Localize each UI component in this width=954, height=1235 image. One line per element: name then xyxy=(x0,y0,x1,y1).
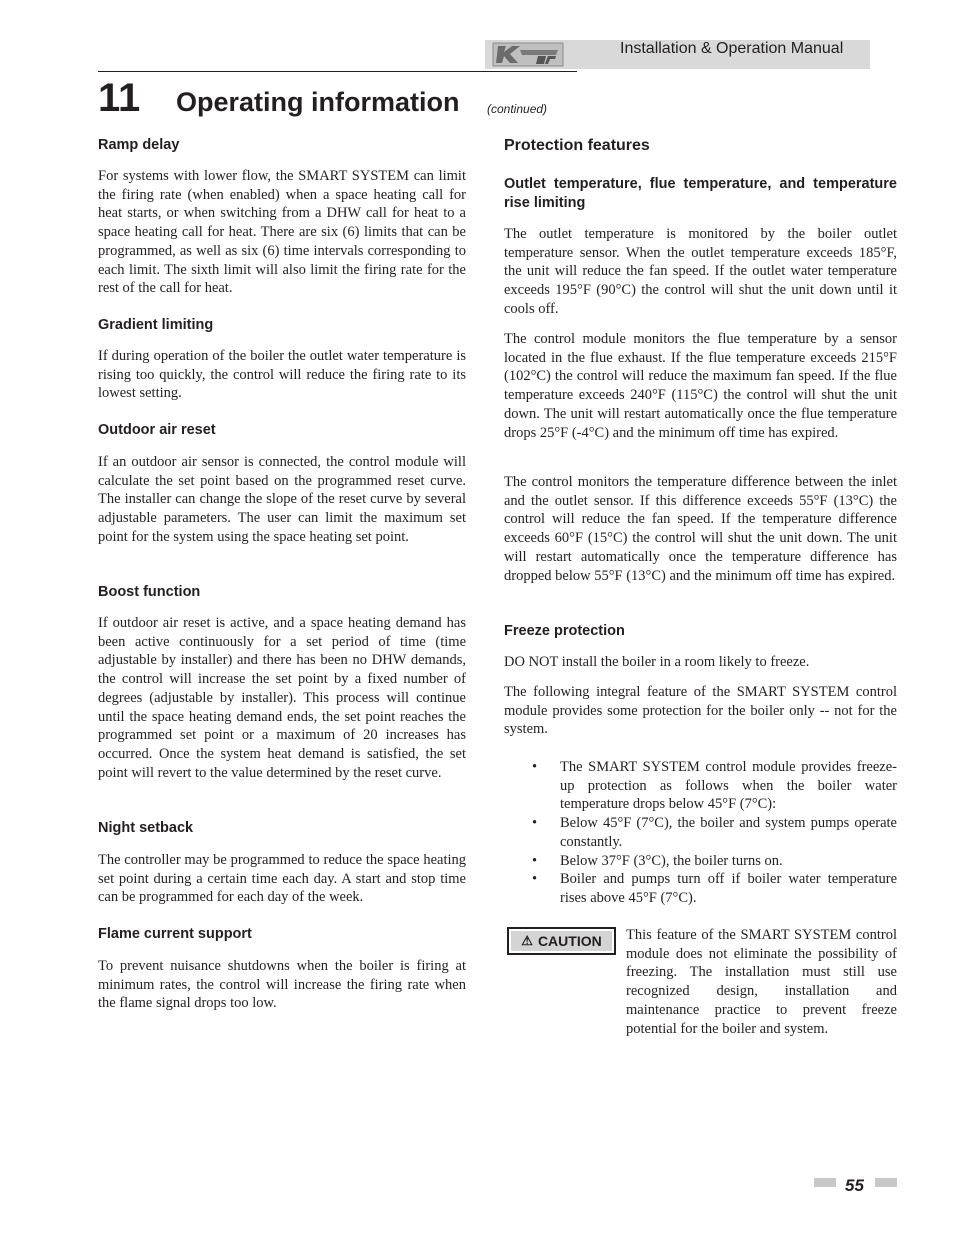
list-item: • Below 45°F (7°C), the boiler and system pumps operate constantly. xyxy=(532,815,897,850)
flame-current-text: To prevent nuisance shutdowns when the boiler is firing at minimum rates, the control will increase the firing rate when the flame signal drops too low. xyxy=(98,958,466,1012)
bullet-text: The SMART SYSTEM control module provides freeze-up protection as follows when the boiler water temperature drops below 45°F (7°C): xyxy=(560,759,897,813)
freeze-paragraph-1: DO NOT install the boiler in a room likely to freeze. xyxy=(504,654,810,670)
boost-function-heading: Boost function xyxy=(98,584,201,600)
night-setback-text: The controller may be programmed to reduce the space heating set point during a certain time each day. A start and stop time can be programmed for each day of the week. xyxy=(98,852,466,906)
manual-title: Installation & Operation Manual xyxy=(620,40,844,57)
ramp-delay-text: For systems with lower flow, the SMART SYSTEM can limit the firing rate (when enabled) when a space heating call for heat starts, or when switching from a DHW call for heat to a space heating call for heat. There are six (6) limits that can be programmed, as well as six (6) time intervals corresponding to each limit. The sixth limit will also limit the firing rate for the rest of the call for heat. xyxy=(98,168,466,297)
chapter-number: 11 xyxy=(98,76,141,120)
list-item: • Below 37°F (3°C), the boiler turns on. xyxy=(532,852,783,869)
footer-bar-right xyxy=(875,1178,897,1187)
flame-current-heading: Flame current support xyxy=(98,926,252,942)
gradient-limiting-heading: Gradient limiting xyxy=(98,317,214,333)
caution-label-box xyxy=(507,927,616,955)
outlet-paragraph-3: The control monitors the temperature difference between the inlet and the outlet sensor. If this difference exceeds 55°F (13°C) the control will reduce the fan speed. If the temperature difference exceeds 60°F (15°C) the control will shut the unit down. The unit will restart automatically once the temperature difference has dropped below 55°F (13°C) and the minimum off time has expired. xyxy=(504,474,897,584)
caution-text: This feature of the SMART SYSTEM control module does not eliminate the possibility of freezing. The installation must still use recognized design, installation and maintenance practice to prevent freeze potential for the boiler and system. xyxy=(626,927,897,1037)
outlet-paragraph-1: The outlet temperature is monitored by the boiler outlet temperature sensor. When the outlet temperature exceeds 185°F, the unit will reduce the fan speed. If the outlet water temperature exceeds 195°F (90°C) the control will shut the unit down until it cools off. xyxy=(504,226,897,317)
ramp-delay-heading: Ramp delay xyxy=(98,137,180,153)
chapter-title: Operating information xyxy=(176,87,460,117)
outlet-paragraph-2: The control module monitors the flue temperature by a sensor located in the flue exhaust. If the flue temperature exceeds 215°F (102°C) the control will reduce the maximum fan speed. If the flue temperature exceeds 240°F (115°C) the control will shut the unit down. The unit will restart automatically once the flue temperature drops 25°F (-4°C) and the minimum off time has expired. xyxy=(504,331,897,441)
bullet-text: Below 37°F (3°C), the boiler turns on. xyxy=(560,852,783,869)
freeze-paragraph-2: The following integral feature of the SMART SYSTEM control module provides some protection for the boiler only -- not for the system. xyxy=(504,684,897,738)
protection-features-heading: Protection features xyxy=(504,137,650,154)
footer-bar-left xyxy=(814,1178,836,1187)
warning-triangle-icon: ⚠ xyxy=(521,933,533,948)
chapter-continued: (continued) xyxy=(487,102,548,116)
caution-label: CAUTION xyxy=(537,933,602,949)
bullet-text: Boiler and pumps turn off if boiler water temperature rises above 45°F (7°C). xyxy=(560,871,897,906)
outlet-temperature-heading: Outlet temperature, flue temperature, and temperature rise limiting xyxy=(504,176,897,211)
bullet-text: Below 45°F (7°C), the boiler and system pumps operate constantly. xyxy=(560,815,897,850)
header-rule xyxy=(98,71,577,72)
gradient-limiting-text: If during operation of the boiler the outlet water temperature is rising too quickly, the control will reduce the firing rate to its lowest setting. xyxy=(98,348,466,402)
outdoor-air-reset-text: If an outdoor air sensor is connected, the control module will calculate the set point based on the programmed reset curve. The installer can change the slope of the reset curve by several adjustable parameters. The user can limit the maximum set point for the system using the space heating set point. xyxy=(98,454,466,545)
night-setback-heading: Night setback xyxy=(98,820,194,836)
outdoor-air-reset-heading: Outdoor air reset xyxy=(98,422,216,438)
list-item: • Boiler and pumps turn off if boiler water temperature rises above 45°F (7°C). xyxy=(532,871,897,906)
freeze-protection-heading: Freeze protection xyxy=(504,623,625,639)
list-item: • The SMART SYSTEM control module provides freeze-up protection as follows when the boiler water temperature drops below 45°F (7°C): xyxy=(532,759,897,813)
page-number: 55 xyxy=(845,1176,864,1195)
boost-function-text: If outdoor air reset is active, and a space heating demand has been active continuously for a set period of time (time adjustable by installer) and there has been no DHW demands, the control will increase the set point by a fixed number of degrees (adjustable by installer). This process will continue until the space heating demand ends, the set point reaches the programmed set point or a maximum of 20 increases has occurred. Once the system heat demand is satisfied, the set point will revert to the value determined by the reset curve. xyxy=(98,615,466,781)
knight-xl-logo xyxy=(492,42,564,67)
freeze-bullet-list xyxy=(504,758,897,908)
